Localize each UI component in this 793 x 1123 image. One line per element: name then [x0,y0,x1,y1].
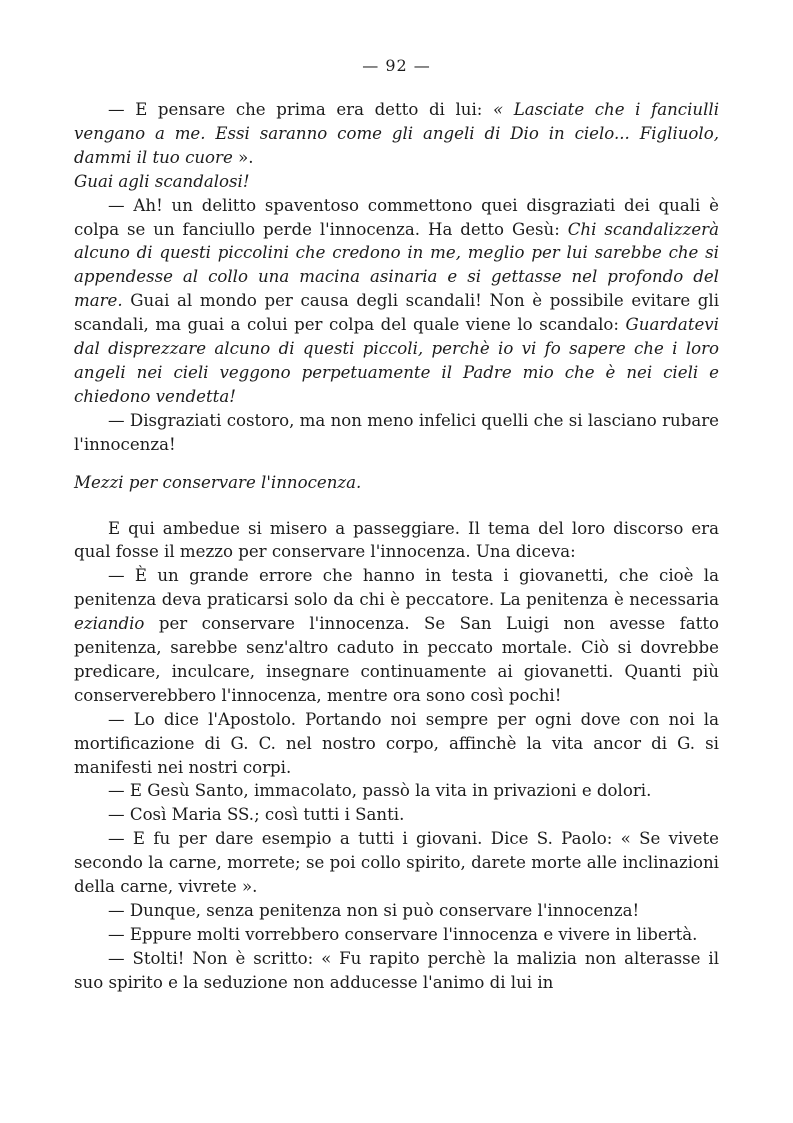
paragraph-2-text-b: Guai al mondo per causa degli scandali! Non è possibile evitare gli scandali, ma guai a colui per colpa del quale viene lo scandalo: [74,291,719,335]
paragraph-10: — Dunque, senza penitenza non si può conservare l'innocenza! [108,901,640,920]
paragraph-6: — Lo dice l'Apostolo. Portando noi sempre per ogni dove con noi la mortificazione di G. C. nel nostro corpo, affinchè la vita ancor di G. si manifesti nei nostri corpi. [74,709,719,777]
paragraph-5 [74,564,719,707]
paragraph-1 [74,98,719,170]
page-number: — 92 — [362,56,431,75]
paragraph-11: — Eppure molti vorrebbero conservare l'innocenza e vivere in libertà. [108,924,698,944]
paragraph-1-quote: « Lasciate che i fanciulli vengano a me. Essi saranno come gli angeli di Dio in cielo... Figliuolo, dammi il tuo cuore [74,100,720,167]
paragraph-1-text: — E pensare che prima era detto di lui: [108,100,493,119]
paragraph-5-text-b: per conservare l'innocenza. Se San Luigi non avesse fatto penitenza, sarebbe senz'altro caduto in peccato mortale. Ciò si dovrebbe predicare, inculcare, insegnare continuamente ai giovanetti. Quanti più conserverebbero l'innocenza, mentre ora sono così pochi! [74,614,719,705]
paragraph-1-end: ». [232,147,254,167]
paragraph-2-text-a: — Ah! un delitto spaventoso commettono quei disgraziati dei quali è colpa se un fanciullo perde l'innocenza. Ha detto Gesù: [74,195,719,239]
paragraph-3: — Disgraziati costoro, ma non meno infelici quelli che si lasciano rubare l'innocenza! [74,410,719,454]
paragraph-9: — E fu per dare esempio a tutti i giovani. Dice S. Paolo: « Se vivete secondo la carne, morrete; se poi collo spirito, darete morte alle inclinazioni della carne, vivrete ». [74,829,719,897]
paragraph-4: E qui ambedue si misero a passeggiare. Il tema del loro discorso era qual fosse il mezzo per conservare l'innocenza. Una diceva: [74,518,719,562]
section-heading-mezzi: Mezzi per conservare l'innocenza. [74,472,362,492]
paragraph-2-quote-1: Chi scandalizzerà alcuno di questi piccolini che credono in me, meglio per lui sarebbe che si appendesse al collo una macina asinaria e si gettasse nel profondo del mare. [74,219,719,311]
paragraph-8: — Così Maria SS.; così tutti i Santi. [108,805,405,825]
paragraph-12: — Stolti! Non è scritto: « Fu rapito perchè la malizia non alterasse il suo spirito e la seduzione non adducesse l'animo di lui in [74,948,719,992]
paragraph-7: — E Gesù Santo, immacolato, passò la vita in privazioni e dolori. [108,781,652,801]
paragraph-5-emphasis: eziandio [74,614,145,634]
paragraph-2 [74,194,719,409]
paragraph-2-quote-2: Guardatevi dal disprezzare alcuno di questi piccoli, perchè io vi fo sapere che i loro angeli nei cieli veggono perpetuamente il Padre mio che è nei cieli e chiedono vendetta! [74,315,719,406]
section-heading-scandalosi: Guai agli scandalosi! [74,171,250,191]
page-body [74,98,719,995]
paragraph-5-text-a: — È un grande errore che hanno in testa i giovanetti, che cioè la penitenza deva praticarsi solo da chi è peccatore. La penitenza è necessaria [74,566,719,610]
